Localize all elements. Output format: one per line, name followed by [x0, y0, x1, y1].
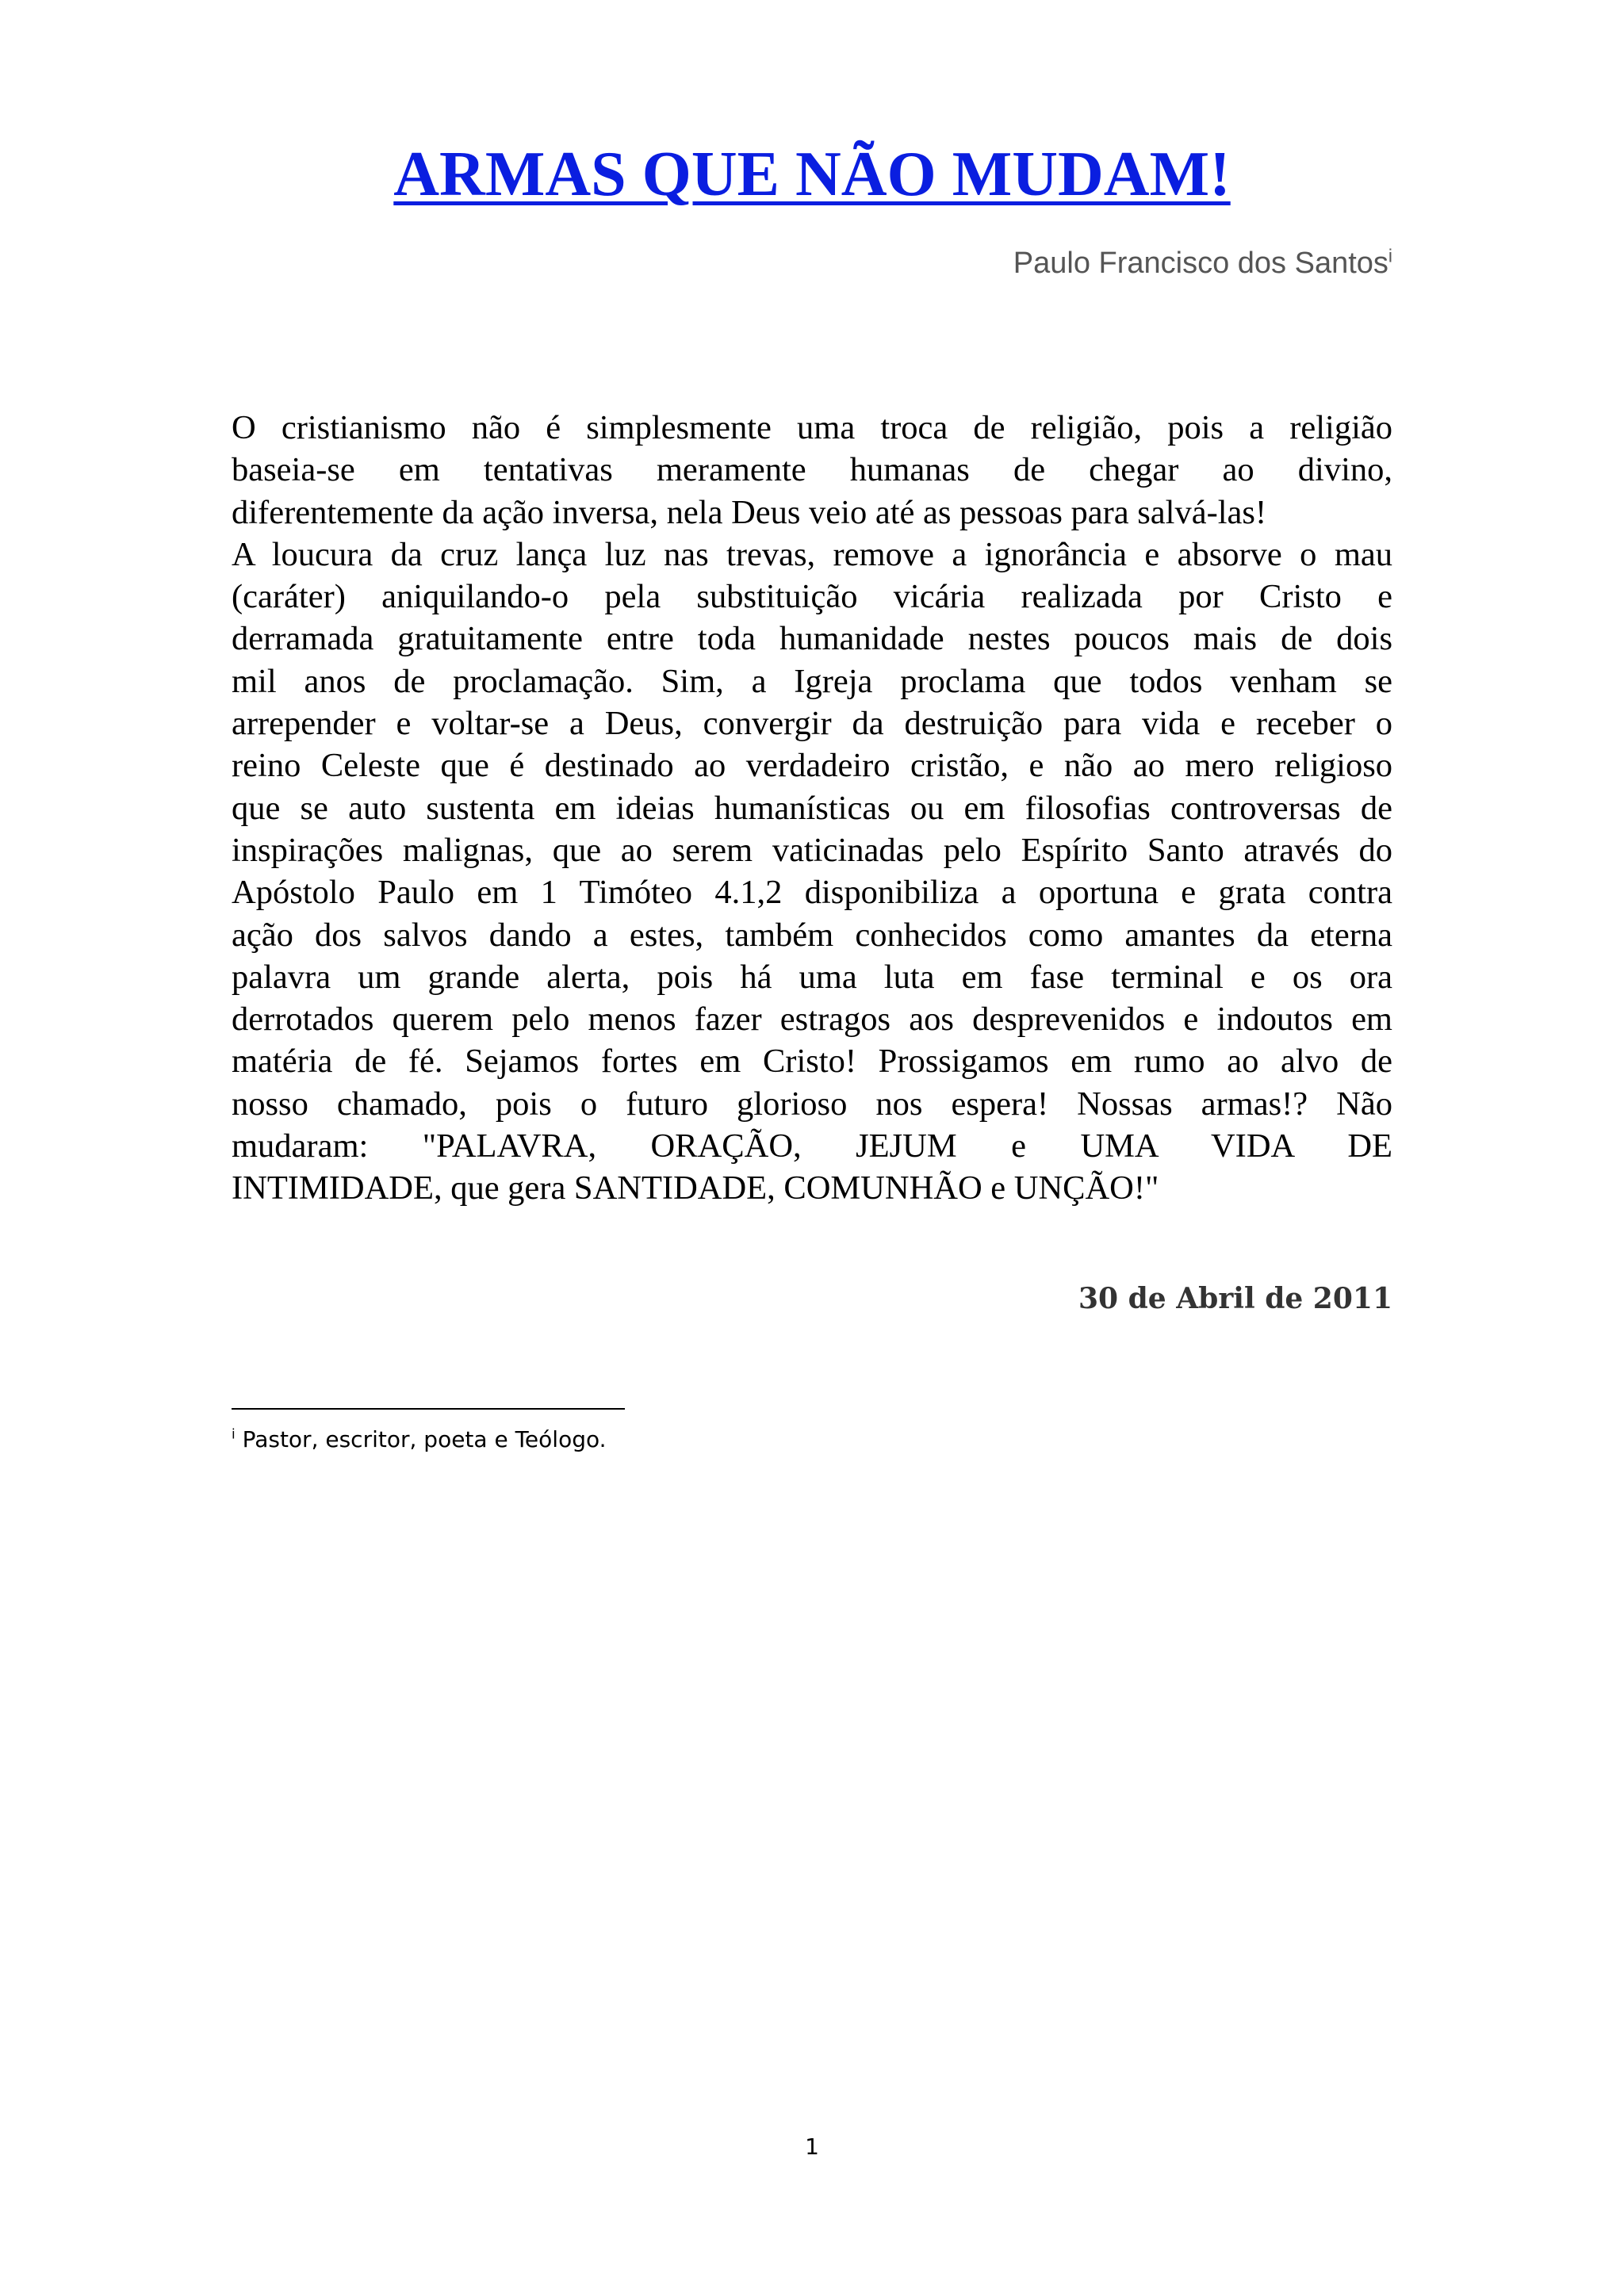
body-line: mudaram: "PALAVRA, ORAÇÃO, JEJUM e UMA VIDA DE	[232, 1127, 1392, 1165]
body-line: inspirações malignas, que ao serem vaticinadas pelo Espírito Santo através do	[232, 831, 1392, 869]
body-line: derramada gratuitamente entre toda humanidade nestes poucos mais de dois	[232, 620, 1392, 658]
body-line: que se auto sustenta em ideias humanísticas ou em filosofias controversas de	[232, 789, 1392, 827]
body-line: INTIMIDADE, que gera SANTIDADE, COMUNHÃO e UNÇÃO!"	[232, 1169, 1159, 1207]
document-date: 30 de Abril de 2011	[1078, 1282, 1392, 1315]
body-line: baseia-se em tentativas meramente humanas de chegar ao divino,	[232, 451, 1392, 489]
document-title: ARMAS QUE NÃO MUDAM!	[393, 140, 1231, 209]
body-line: derrotados querem pelo menos fazer estragos aos desprevenidos e indoutos em	[232, 1001, 1392, 1039]
body-line: reino Celeste que é destinado ao verdadeiro cristão, e não ao mero religioso	[232, 747, 1392, 785]
page-number: 1	[805, 2133, 819, 2160]
author-line	[1013, 244, 1392, 282]
body-line: ação dos salvos dando a estes, também conhecidos como amantes da eterna	[232, 916, 1392, 954]
body-line: Apóstolo Paulo em 1 Timóteo 4.1,2 disponibiliza a oportuna e grata contra	[232, 874, 1392, 912]
footnote	[232, 1424, 607, 1456]
body-line: matéria de fé. Sejamos fortes em Cristo! Prossigamos em rumo ao alvo de	[232, 1043, 1392, 1081]
body-line: diferentemente da ação inversa, nela Deus veio até as pessoas para salvá-las!	[232, 493, 1267, 531]
author-footnote-marker[interactable]: i	[1388, 245, 1392, 266]
footnote-text: Pastor, escritor, poeta e Teólogo.	[235, 1426, 607, 1452]
body-line: A loucura da cruz lança luz nas trevas, remove a ignorância e absorve o mau	[232, 535, 1392, 573]
body-line: arrepender e voltar-se a Deus, convergir da destruição para vida e receber o	[232, 705, 1392, 743]
footnote-marker: i	[232, 1425, 236, 1442]
body-line: O cristianismo não é simplesmente uma troca de religião, pois a religião	[232, 409, 1392, 446]
body-paragraph	[232, 407, 1392, 1210]
body-line: mil anos de proclamação. Sim, a Igreja proclama que todos venham se	[232, 662, 1392, 700]
body-line: palavra um grande alerta, pois há uma luta em fase terminal e os ora	[232, 958, 1392, 996]
body-line: nosso chamado, pois o futuro glorioso nos espera! Nossas armas!? Não	[232, 1085, 1392, 1123]
footnote-separator	[232, 1408, 625, 1410]
body-line: (caráter) aniquilando-o pela substituição vicária realizada por Cristo e	[232, 578, 1392, 616]
author-name: Paulo Francisco dos Santos	[1013, 247, 1388, 280]
